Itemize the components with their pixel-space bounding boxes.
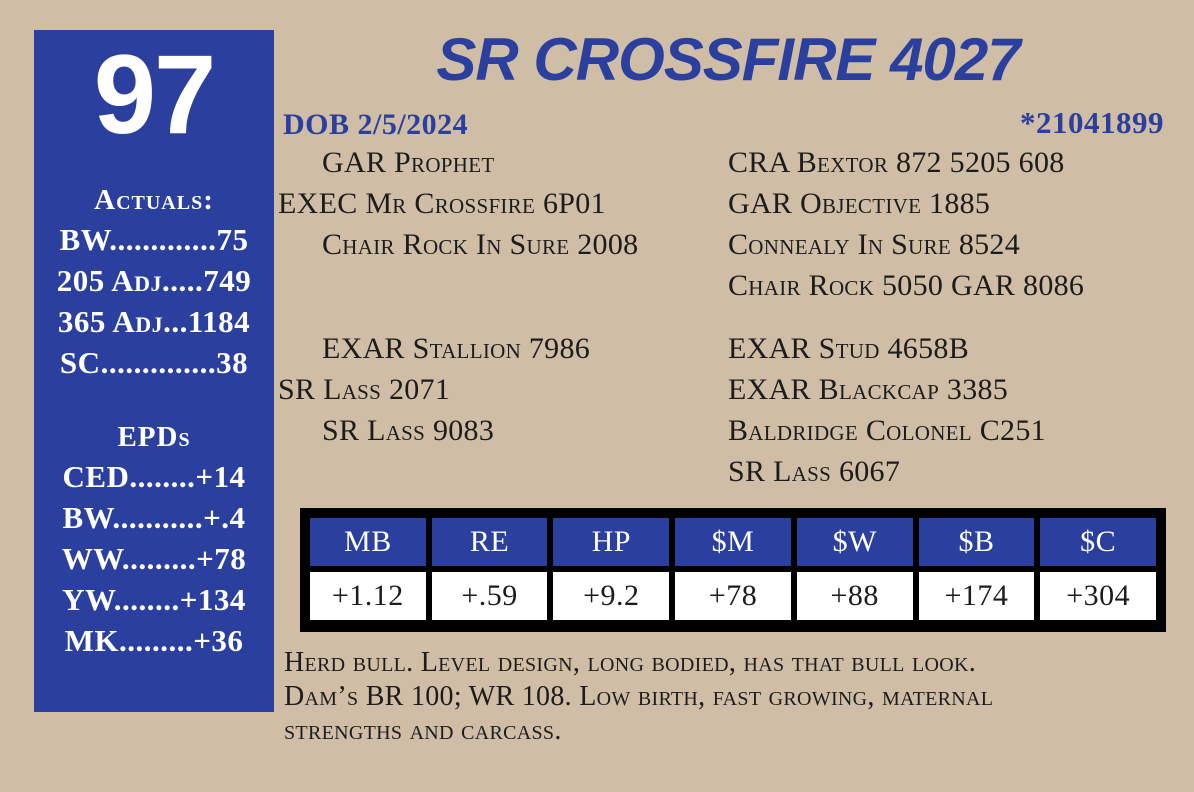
registration-number: *21041899: [1020, 105, 1164, 140]
epd-label: YW: [62, 582, 114, 617]
pedigree-line: Chair Rock 5050 GAR 8086: [728, 269, 1085, 302]
epd-table-header-row: [310, 518, 1156, 566]
animal-title: SR CROSSFIRE 4027: [436, 26, 1020, 93]
stats-panel: [34, 30, 274, 712]
epd-dots: ...........: [112, 500, 204, 535]
epd-index-table: [300, 508, 1166, 632]
epd-value-cell: +78: [675, 572, 791, 620]
pedigree-line: SR Lass 2071: [278, 373, 451, 406]
pedigree-gap: [278, 306, 728, 328]
actual-value: 75: [216, 222, 249, 257]
actual-dots: ....: [170, 263, 204, 298]
epd-row: [34, 497, 274, 538]
pedigree-line: SR Lass 6067: [728, 455, 901, 488]
actual-dots: .............: [109, 222, 217, 257]
epd-dots: .........: [118, 623, 194, 658]
epd-value-cell: +9.2: [553, 572, 669, 620]
epd-dots: ........: [129, 459, 196, 494]
epd-header-cell: MB: [310, 518, 426, 566]
actual-label: 205 Adj.: [56, 263, 171, 298]
pedigree-line: GAR Objective 1885: [728, 187, 991, 220]
actual-label: 365 Adj.: [57, 304, 172, 339]
epd-row: [34, 579, 274, 620]
notes-line: Herd bull. Level design, long bodied, has that bull look.: [284, 647, 977, 678]
pedigree-line: Baldridge Colonel C251: [728, 414, 1046, 447]
actuals-list: [34, 219, 274, 383]
lot-number: 97: [93, 32, 215, 157]
pedigree-line: GAR Prophet: [322, 146, 495, 179]
actual-value: 749: [203, 263, 252, 298]
epd-row: [34, 620, 274, 661]
epd-label: MK: [64, 623, 119, 658]
pedigree-line: EXAR Blackcap 3385: [728, 373, 1009, 406]
pedigree-line: EXAR Stud 4658B: [728, 332, 970, 365]
pedigree-line: CRA Bextor 872 5205 608: [728, 146, 1065, 179]
epd-dots: ........: [113, 582, 180, 617]
epd-header-cell: RE: [432, 518, 548, 566]
epd-value: +36: [193, 623, 244, 658]
actual-dots: ..: [171, 304, 188, 339]
epd-header-cell: $W: [797, 518, 913, 566]
epd-value-cell: +1.12: [310, 572, 426, 620]
actual-row: [34, 301, 274, 342]
epds-list: [34, 456, 274, 661]
epd-table-value-row: [310, 572, 1156, 620]
actual-row: [34, 219, 274, 260]
epd-value-cell: +304: [1040, 572, 1156, 620]
actual-row: [34, 342, 274, 383]
notes-line: strengths and carcass.: [284, 715, 562, 746]
pedigree-gap: [728, 306, 1178, 328]
epd-value-cell: +174: [919, 572, 1035, 620]
description-notes: [284, 646, 1174, 748]
notes-line: Dam’s BR 100; WR 108. Low birth, fast growing, maternal: [284, 681, 994, 712]
pedigree-gap: [278, 265, 728, 306]
epd-label: BW: [62, 500, 113, 535]
epd-value: +.4: [203, 500, 246, 535]
epd-header-cell: HP: [553, 518, 669, 566]
pedigree-line: SR Lass 9083: [322, 414, 495, 447]
epds-heading: EPDs: [117, 421, 191, 453]
epd-value: +78: [196, 541, 247, 576]
actual-label: BW: [59, 222, 110, 257]
pedigree-line: Chair Rock In Sure 2008: [322, 228, 639, 261]
date-of-birth: DOB 2/5/2024: [283, 108, 469, 141]
epd-value-cell: +.59: [432, 572, 548, 620]
epd-row: [34, 456, 274, 497]
epd-row: [34, 538, 274, 579]
actuals-heading: Actuals:: [94, 184, 214, 216]
pedigree-grandparent-column: [728, 142, 1178, 492]
pedigree-sire-column: [278, 142, 728, 451]
epd-label: CED: [62, 459, 130, 494]
pedigree-line: Connealy In Sure 8524: [728, 228, 1021, 261]
epd-header-cell: $C: [1040, 518, 1156, 566]
epd-dots: .........: [121, 541, 197, 576]
actual-label: SC: [59, 345, 101, 380]
epd-value: +14: [195, 459, 246, 494]
pedigree-line: EXEC Mr Crossfire 6P01: [278, 187, 606, 220]
epd-header-cell: $B: [919, 518, 1035, 566]
epd-header-cell: $M: [675, 518, 791, 566]
actual-value: 38: [216, 345, 249, 380]
epd-value: +134: [179, 582, 246, 617]
pedigree-line: EXAR Stallion 7986: [322, 332, 591, 365]
actual-value: 1184: [187, 304, 251, 339]
epd-value-cell: +88: [797, 572, 913, 620]
actual-dots: ..............: [100, 345, 217, 380]
actual-row: [34, 260, 274, 301]
epd-label: WW: [61, 541, 122, 576]
